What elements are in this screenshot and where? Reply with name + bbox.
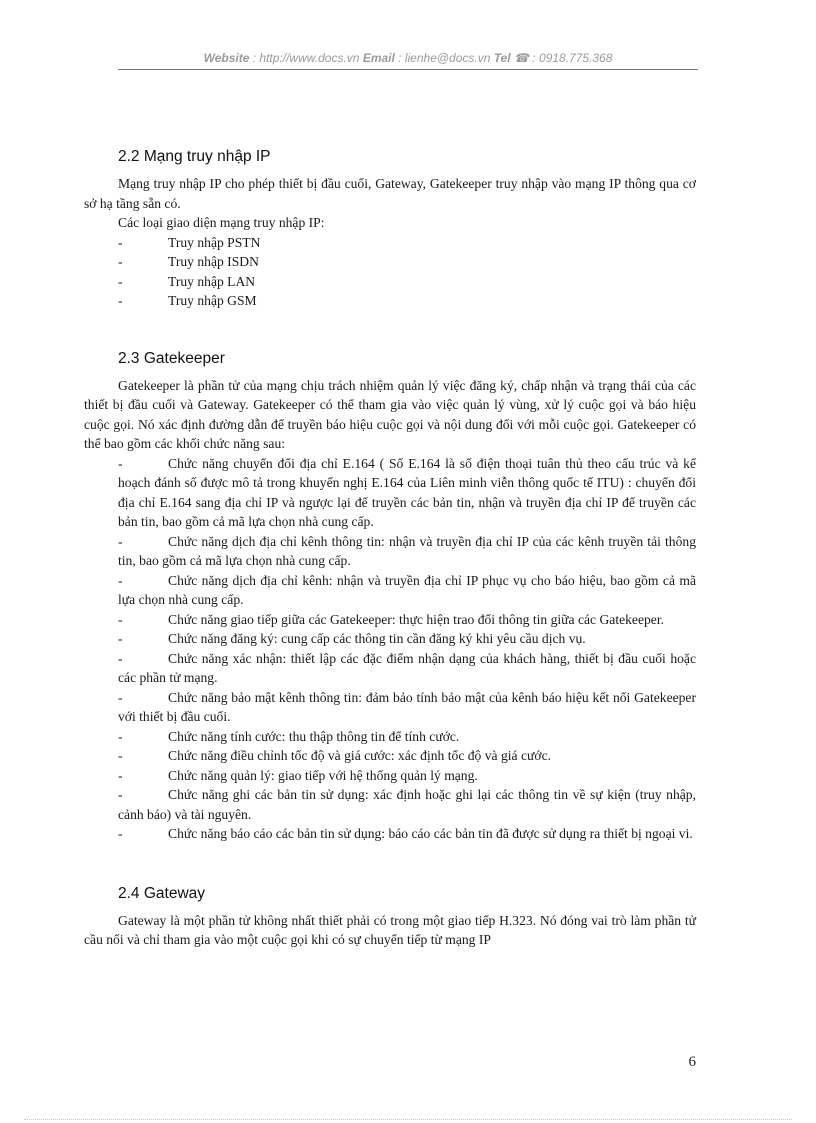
- spacer: [84, 844, 696, 883]
- page-header: [118, 51, 698, 65]
- list-item: - Chức năng giao tiếp giữa các Gatekeeper: thực hiện trao đổi thông tin giữa các Gatekeeper.: [118, 611, 664, 627]
- page-content: [84, 146, 696, 950]
- section-2-3-heading: 2.3 Gatekeeper: [118, 349, 225, 367]
- website-label: Website: [203, 51, 250, 65]
- section-2-2-heading: 2.2 Mạng truy nhập IP: [118, 148, 271, 165]
- section-2-2-para-1: Mạng truy nhập IP cho phép thiết bị đầu cuối, Gateway, Gatekeeper truy nhập vào mạng IP thông qua cơ sở hạ tầng sẵn có.: [84, 176, 696, 211]
- list-item: - Chức năng chuyển đổi địa chỉ E.164 ( Số E.164 là số điện thoại tuân thủ theo cấu trúc và kế hoạch đánh số được mô tả trong khuyến nghị E.164 của Liên minh viễn thông quốc tế ITU) : chuyển đổi địa chỉ E.164 sang địa chỉ IP và ngược lại để truyền các bản tin, nhận và truyền địa chỉ IP để truyền các bản tin, bao gồm cả mã lựa chọn nhà cung cấp.: [118, 455, 696, 529]
- list-item: - Chức năng tính cước: thu thập thông tin để tính cước.: [118, 728, 460, 744]
- list-item: - Truy nhập ISDN: [118, 254, 259, 269]
- list-item: - Chức năng xác nhận: thiết lập các đặc điểm nhận dạng của khách hàng, thiết bị đầu cuối hoặc các phần tử mạng.: [118, 650, 696, 685]
- section-2-4-heading: 2.4 Gateway: [118, 884, 206, 902]
- spacer: [84, 311, 696, 348]
- list-item: - Truy nhập PSTN: [118, 234, 261, 250]
- tel-value: : 0918.775.368: [532, 51, 613, 65]
- header-rule: [118, 69, 698, 70]
- list-item: - Chức năng ghi các bản tin sử dụng: xác định hoặc ghi lại các thông tin về sự kiện (truy nhập, cảnh báo) và tài nguyên.: [118, 787, 696, 822]
- list-item: - Chức năng đăng ký: cung cấp các thông tin cần đăng ký khi yêu cầu dịch vụ.: [118, 631, 586, 646]
- list-item: - Truy nhập GSM: [118, 293, 257, 308]
- section-2-4-para-1: Gateway là một phần tử không nhất thiết phải có trong một giao tiếp H.323. Nó đóng vai trò làm phần tử cầu nối và chỉ tham gia vào một cuộc gọi khi có sự chuyển tiếp từ mạng IP: [84, 912, 696, 947]
- list-item: - Chức năng dịch địa chỉ kênh: nhận và truyền địa chỉ IP phục vụ cho báo hiệu, bao gồm cả mã lựa chọn nhà cung cấp.: [118, 572, 696, 607]
- list-item: - Chức năng bảo mật kênh thông tin: đảm bảo tính bảo mật của kênh báo hiệu kết nối Gatekeeper với thiết bị đầu cuối.: [118, 689, 696, 724]
- section-2-3-para-1: Gatekeeper là phần tử của mạng chịu trách nhiệm quản lý việc đăng ký, chấp nhận và trạng thái của các thiết bị đầu cuối và Gateway. Gatekeeper có thể tham gia vào việc quản lý vùng, xử lý cuộc gọi và báo hiệu cuộc gọi. Nó xác định đường dẫn để truyền báo hiệu cuộc gọi và nội dung đối với mỗi cuộc gọi. Gatekeeper có thể bao gồm các khối chức năng sau:: [84, 377, 696, 451]
- phone-icon: ☎: [514, 51, 529, 65]
- list-item: - Truy nhập LAN: [118, 273, 256, 289]
- list-item: - Chức năng dịch địa chỉ kênh thông tin: nhận và truyền địa chỉ IP của các kênh truyền tải thông tin, bao gồm cả mã lựa chọn nhà cung cấp.: [118, 533, 696, 568]
- website-value: : http://www.docs.vn: [252, 51, 360, 65]
- list-item: - Chức năng quản lý: giao tiếp với hệ thống quản lý mạng.: [118, 767, 478, 783]
- tel-label: Tel: [493, 51, 511, 65]
- list-item: - Chức năng báo cáo các bản tin sử dụng: báo cáo các bản tin đã được sử dụng ra thiết bị ngoại vi.: [118, 826, 693, 841]
- bottom-rule: [24, 1119, 792, 1120]
- page-number: 6: [688, 1054, 696, 1070]
- email-value: : lienhe@docs.vn: [398, 51, 491, 65]
- section-2-2-para-2: Các loại giao diện mạng truy nhập IP:: [118, 215, 325, 230]
- list-item: - Chức năng điều chỉnh tốc độ và giá cước: xác định tốc độ và giá cước.: [118, 748, 552, 763]
- email-label: Email: [362, 51, 395, 65]
